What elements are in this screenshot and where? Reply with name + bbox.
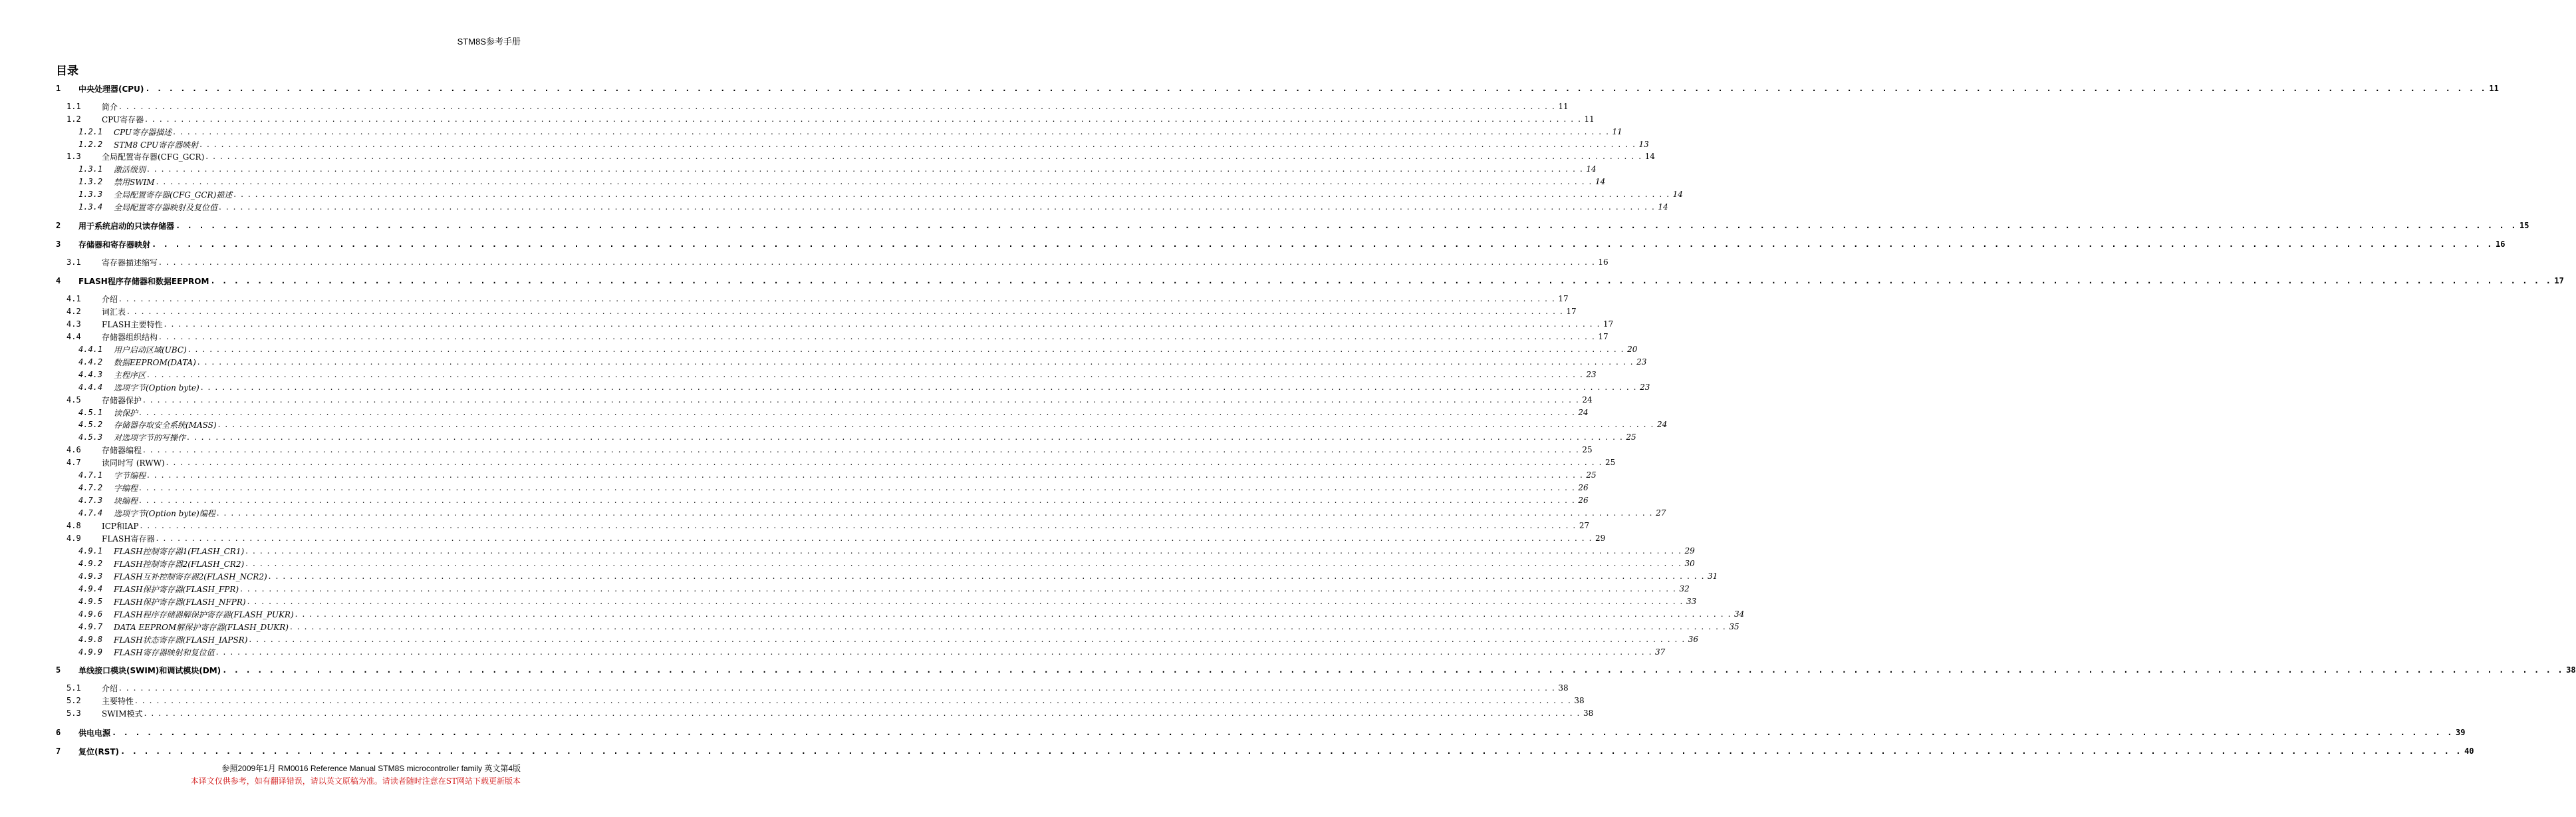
toc-entry-page: 29 (1684, 546, 1695, 556)
toc-entry[interactable] (56, 305, 1577, 317)
toc-dot-leader: . . . . . . . . . . . . . . . . . . . . . . . . . . . . . . . . . . . . . . . . . . . . . . . . . . . . . . . . . . . . . . . . . . . . . . . . . . . . . . . . . . . . . . . . . . . . . . . . . . . . . . . . . . . . . . . . . . . . . . . . . . . . . . . . . . . . . . . . . . . . . . . . . . . . . . . . . . . . . . . . . . . . . . . . . . . . . . . . . . . . . . . . . . . . . . . . . . . . . . . . (205, 152, 1642, 161)
toc-entry[interactable] (56, 507, 1666, 519)
toc-dot-leader: . . . . . . . . . . . . . . . . . . . . . . . . . . . . . . . . . . . . . . . . . . . . . . . . . . . . . . . . . . . . . . . . . . . . . . . . . . . . . . . . . . . . . . . . . . . . . . . . . . . . . . . . . . . . . . . . . . . . . . . . . . . . . . . . . . . . . . . . . . . . . . . . . . . . . . . . . . . . . . . . . . . . . . . . . . . . . . . . . . . . . . . . . . . . . . . . . . . . . . . . (120, 746, 2462, 756)
toc-entry-number: 3.1 (66, 257, 81, 267)
toc-entry-title: FLASH程序存储器和数据EEPROM (78, 276, 209, 286)
toc-entry-page: 24 (1656, 420, 1668, 429)
toc-dot-leader: . . . . . . . . . . . . . . . . . . . . . . . . . . . . . . . . . . . . . . . . . . . . . . . . . . . . . . . . . . . . . . . . . . . . . . . . . . . . . . . . . . . . . . . . . . . . . . . . . . . . . . . . . . . . . . . . . . . . . . . . . . . . . . . . . . . . . . . . . . . . . . . . . . . . . . . . . . . . . . . . . . . . . . . . . . . . . . . . . . . . . . . . . . . . . . . . . . . . . . . . (219, 202, 1656, 212)
toc-entry-title: FLASH程序存储器解保护寄存器(FLASH_PUKR) (114, 609, 294, 619)
toc-dot-leader: . . . . . . . . . . . . . . . . . . . . . . . . . . . . . . . . . . . . . . . . . . . . . . . . . . . . . . . . . . . . . . . . . . . . . . . . . . . . . . . . . . . . . . . . . . . . . . . . . . . . . . . . . . . . . . . . . . . . . . . . . . . . . . . . . . . . . . . . . . . . . . . . . . . . . . . . . . . . . . . . . . . . . . . . . . . . . . . . . . . . . . . . . . . . . . . . . . . . . . . . (144, 709, 1581, 718)
toc-entry-title: 寄存器描述缩写 (102, 257, 158, 267)
toc-dot-leader: . . . . . . . . . . . . . . . . . . . . . . . . . . . . . . . . . . . . . . . . . . . . . . . . . . . . . . . . . . . . . . . . . . . . . . . . . . . . . . . . . . . . . . . . . . . . . . . . . . . . . . . . . . . . . . . . . . . . . . . . . . . . . . . . . . . . . . . . . . . . . . . . . . . . . . . . . . . . . . . . . . . . . . . . . . . . . . . . . . . . . . . . . . . . . . . . . . . . . . . . (145, 84, 2487, 93)
toc-entry[interactable] (56, 394, 1593, 406)
toc-entry-page: 15 (2519, 221, 2529, 230)
toc-entry-number: 4.5.2 (78, 420, 103, 429)
toc-entry[interactable] (56, 331, 1609, 343)
toc-entry[interactable] (56, 238, 2506, 250)
toc-entry[interactable] (56, 275, 2564, 287)
toc-entry-title: 全局配置寄存器(CFG_GCR) (102, 152, 205, 162)
toc-entry[interactable] (56, 356, 1647, 368)
toc-entry-number: 4.7.4 (78, 508, 103, 518)
toc-entry-number: 1.3 (66, 152, 81, 161)
toc-entry-title: 存储器存取安全系统(MASS) (114, 420, 217, 430)
toc-entry-title: 对选项字节的写操作 (114, 432, 186, 442)
toc-entry[interactable] (56, 343, 1638, 355)
toc-entry[interactable] (56, 188, 1683, 200)
toc-entry-page: 38 (1583, 709, 1594, 718)
toc-entry[interactable] (56, 646, 1666, 658)
toc-entry[interactable] (56, 727, 2466, 738)
toc-entry[interactable] (56, 150, 1655, 162)
toc-entry-page: 20 (1627, 345, 1638, 354)
toc-dot-leader: . . . . . . . . . . . . . . . . . . . . . . . . . . . . . . . . . . . . . . . . . . . . . . . . . . . . . . . . . . . . . . . . . . . . . . . . . . . . . . . . . . . . . . . . . . . . . . . . . . . . . . . . . . . . . . . . . . . . . . . . . . . . . . . . . . . . . . . . . . . . . . . . . . . . . . . . . . . . . . . . . . . . . . . . . . . . . . . . . . . . . . . . . . . . . . . . . . . . . . . . (127, 307, 1564, 316)
toc-entry-title: 复位(RST) (78, 746, 120, 756)
toc-dot-leader: . . . . . . . . . . . . . . . . . . . . . . . . . . . . . . . . . . . . . . . . . . . . . . . . . . . . . . . . . . . . . . . . . . . . . . . . . . . . . . . . . . . . . . . . . . . . . . . . . . . . . . . . . . . . . . . . . . . . . . . . . . . . . . . . . . . . . . . . . . . . . . . . . . . . . . . . . . . . . . . . . . . . . . . . . . . . . . . . . . . . . . . . . . . . . . . . . . . . . . . . (199, 140, 1636, 149)
toc-entry[interactable] (56, 532, 1606, 544)
toc-entry-number: 1.3.1 (78, 164, 103, 174)
toc-dot-leader: . . . . . . . . . . . . . . . . . . . . . . . . . . . . . . . . . . . . . . . . . . . . . . . . . . . . . . . . . . . . . . . . . . . . . . . . . . . . . . . . . . . . . . . . . . . . . . . . . . . . . . . . . . . . . . . . . . . . . . . . . . . . . . . . . . . . . . . . . . . . . . . . . . . . . . . . . . . . . . . . . . . . . . . . . . . . . . . . . . . . . . . . . . . . . . . . . . . . . . . . (139, 408, 1576, 417)
toc-entry-page: 17 (2554, 276, 2564, 285)
toc-entry-page: 23 (1636, 357, 1647, 367)
toc-entry-title: 全局配置寄存器(CFG_GCR)描述 (114, 190, 233, 200)
toc-entry[interactable] (56, 595, 1697, 607)
toc-entry-number: 1.2 (66, 114, 81, 124)
toc-entry-page: 17 (1603, 319, 1614, 329)
toc-entry-title: FLASH主要特性 (102, 319, 163, 329)
toc-entry-title: 块编程 (114, 496, 138, 506)
toc-entry[interactable] (56, 494, 1589, 506)
toc-entry-page: 36 (1688, 635, 1699, 644)
toc-entry-title: FLASH控制寄存器2(FLASH_CR2) (114, 559, 245, 569)
toc-entry-number: 4.9.7 (78, 622, 103, 631)
toc-entry-number: 1.3.4 (78, 202, 103, 212)
toc-entry-page: 40 (2464, 746, 2474, 756)
toc-dot-leader: . . . . . . . . . . . . . . . . . . . . . . . . . . . . . . . . . . . . . . . . . . . . . . . . . . . . . . . . . . . . . . . . . . . . . . . . . . . . . . . . . . . . . . . . . . . . . . . . . . . . . . . . . . . . . . . . . . . . . . . . . . . . . . . . . . . . . . . . . . . . . . . . . . . . . . . . . . . . . . . . . . . . . . . . . . . . . . . . . . . . . . . . . . . . . . . . . . . . . . . . (215, 647, 1653, 657)
toc-dot-leader: . . . . . . . . . . . . . . . . . . . . . . . . . . . . . . . . . . . . . . . . . . . . . . . . . . . . . . . . . . . . . . . . . . . . . . . . . . . . . . . . . . . . . . . . . . . . . . . . . . . . . . . . . . . . . . . . . . . . . . . . . . . . . . . . . . . . . . . . . . . . . . . . . . . . . . . . . . . . . . . . . . . . . . . . . . . . . . . . . . . . . . . . . . . . . . . . . . . . . . . . (143, 395, 1580, 405)
toc-entry-title: STM8 CPU寄存器映射 (114, 140, 199, 150)
toc-entry-page: 11 (1558, 102, 1569, 111)
toc-entry[interactable] (56, 293, 1569, 305)
toc-dot-leader: . . . . . . . . . . . . . . . . . . . . . . . . . . . . . . . . . . . . . . . . . . . . . . . . . . . . . . . . . . . . . . . . . . . . . . . . . . . . . . . . . . . . . . . . . . . . . . . . . . . . . . . . . . . . . . . . . . . . . . . . . . . . . . . . . . . . . . . . . . . . . . . . . . . . . . . . . . . . . . . . . . . . . . . . . . . . . . . . . . . . . . . . . . . . . . . . . . . . . . . . (119, 102, 1556, 111)
toc-entry-number: 4.4.4 (78, 383, 103, 392)
toc-entry-page: 25 (1626, 432, 1636, 442)
toc-entry-page: 29 (1595, 534, 1606, 543)
toc-dot-leader: . . . . . . . . . . . . . . . . . . . . . . . . . . . . . . . . . . . . . . . . . . . . . . . . . . . . . . . . . . . . . . . . . . . . . . . . . . . . . . . . . . . . . . . . . . . . . . . . . . . . . . . . . . . . . . . . . . . . . . . . . . . . . . . . . . . . . . . . . . . . . . . . . . . . . . . . . . . . . . . . . . . . . . . . . . . . . . . . . . . . . . . . . . . . . . . . . . . . . . . . (247, 597, 1684, 606)
toc-entry-number: 4.9.2 (78, 559, 103, 568)
toc-entry-number: 5.1 (66, 683, 81, 693)
toc-entry-number: 4.3 (66, 319, 81, 329)
toc-dot-leader: . . . . . . . . . . . . . . . . . . . . . . . . . . . . . . . . . . . . . . . . . . . . . . . . . . . . . . . . . . . . . . . . . . . . . . . . . . . . . . . . . . . . . . . . . . . . . . . . . . . . . . . . . . . . . . . . . . . . . . . . . . . . . . . . . . . . . . . . . . . . . . . . . . . . . . . . . . . . . . . . . . . . . . . . . . . . . . . . . . . . . . . . . . . . . . . . . . . . . . . . (119, 683, 1556, 693)
toc-entry-title: 选项字节(Option byte)编程 (114, 508, 215, 518)
toc-entry-page: 25 (1582, 445, 1593, 454)
toc-entry-number: 4.9.9 (78, 647, 103, 657)
toc-dot-leader: . . . . . . . . . . . . . . . . . . . . . . . . . . . . . . . . . . . . . . . . . . . . . . . . . . . . . . . . . . . . . . . . . . . . . . . . . . . . . . . . . . . . . . . . . . . . . . . . . . . . . . . . . . . . . . . . . . . . . . . . . . . . . . . . . . . . . . . . . . . . . . . . . . . . . . . . . . . . . . . . . . . . . . . . . . . . . . . . . . . . . . . . . . . . . . . . . . . . . . . . (233, 190, 1670, 199)
toc-entry[interactable] (56, 469, 1597, 481)
toc-entry[interactable] (56, 444, 1593, 456)
toc-entry[interactable] (56, 621, 1739, 633)
toc-dot-leader: . . . . . . . . . . . . . . . . . . . . . . . . . . . . . . . . . . . . . . . . . . . . . . . . . . . . . . . . . . . . . . . . . . . . . . . . . . . . . . . . . . . . . . . . . . . . . . . . . . . . . . . . . . . . . . . . . . . . . . . . . . . . . . . . . . . . . . . . . . . . . . . . . . . . . . . . . . . . . . . . . . . . . . . . . . . . . . . . . . . . . . . . . . . . . . . . . . . . . . . . (289, 622, 1727, 631)
toc-dot-leader: . . . . . . . . . . . . . . . . . . . . . . . . . . . . . . . . . . . . . . . . . . . . . . . . . . . . . . . . . . . . . . . . . . . . . . . . . . . . . . . . . . . . . . . . . . . . . . . . . . . . . . . . . . . . . . . . . . . . . . . . . . . . . . . . . . . . . . . . . . . . . . . . . . . . . . . . . . . . . . . . . . . . . . . . . . . . . . . . . . . . . . . . . . . . . . . . . . . . . . . . (245, 546, 1682, 556)
toc-dot-leader: . . . . . . . . . . . . . . . . . . . . . . . . . . . . . . . . . . . . . . . . . . . . . . . . . . . . . . . . . . . . . . . . . . . . . . . . . . . . . . . . . . . . . . . . . . . . . . . . . . . . . . . . . . . . . . . . . . . . . . . . . . . . . . . . . . . . . . . . . . . . . . . . . . . . . . . . . . . . . . . . . . . . . . . . . . . . . . . . . . . . . . . . . . . . . . . . . . . . . . . . (164, 319, 1601, 329)
toc-entry-page: 27 (1656, 508, 1666, 518)
toc-entry-page: 26 (1578, 483, 1589, 492)
toc-dot-leader: . . . . . . . . . . . . . . . . . . . . . . . . . . . . . . . . . . . . . . . . . . . . . . . . . . . . . . . . . . . . . . . . . . . . . . . . . . . . . . . . . . . . . . . . . . . . . . . . . . . . . . . . . . . . . . . . . . . . . . . . . . . . . . . . . . . . . . . . . . . . . . . . . . . . . . . . . . . . . . . . . . . . . . . . . . . . . . . . . . . . . . . . . . . . . . . . . . . . . . . . (159, 332, 1596, 341)
toc-dot-leader: . . . . . . . . . . . . . . . . . . . . . . . . . . . . . . . . . . . . . . . . . . . . . . . . . . . . . . . . . . . . . . . . . . . . . . . . . . . . . . . . . . . . . . . . . . . . . . . . . . . . . . . . . . . . . . . . . . . . . . . . . . . . . . . . . . . . . . . . . . . . . . . . . . . . . . . . . . . . . . . . . . . . . . . . . . . . . . . . . . . . . . . . . . . . . . . . . . . . . . . . (295, 609, 1732, 619)
toc-dot-leader: . . . . . . . . . . . . . . . . . . . . . . . . . . . . . . . . . . . . . . . . . . . . . . . . . . . . . . . . . . . . . . . . . . . . . . . . . . . . . . . . . . . . . . . . . . . . . . . . . . . . . . . . . . . . . . . . . . . . . . . . . . . . . . . . . . . . . . . . . . . . . . . . . . . . . . . . . . . . . . . . . . . . . . . . . . . . . . . . . . . . . . . . . . . . . . . . . . . . . . . . (197, 357, 1634, 367)
toc-entry-title: 激活级别 (114, 164, 146, 174)
toc-entry-title: SWIM模式 (102, 709, 143, 719)
toc-entry-number: 4.4 (66, 332, 81, 341)
toc-entry-number: 4.8 (66, 521, 81, 530)
toc-entry[interactable] (56, 100, 1569, 112)
toc-entry-page: 16 (2496, 240, 2506, 249)
toc-entry-number: 4.4.1 (78, 345, 103, 354)
toc-entry[interactable] (56, 570, 1718, 582)
toc-entry-title: 存储器组织结构 (102, 332, 158, 342)
toc-entry[interactable] (56, 407, 1589, 418)
toc-entry-page: 31 (1708, 572, 1718, 581)
footer-reference: 参照2009年1月 RM0016 Reference Manual STM8S microcontroller family 英文第4版 (221, 764, 521, 773)
toc-entry[interactable] (56, 682, 1569, 694)
toc-entry-page: 23 (1640, 383, 1650, 392)
toc-entry-page: 23 (1586, 370, 1597, 379)
toc-entry-number: 4.7.1 (78, 470, 103, 480)
toc-entry-title: 主要特性 (102, 696, 134, 706)
toc-entry-number: 4.9.4 (78, 584, 103, 593)
toc-entry-page: 17 (1566, 307, 1577, 316)
toc-entry-number: 4.4.2 (78, 357, 103, 367)
toc-dot-leader: . . . . . . . . . . . . . . . . . . . . . . . . . . . . . . . . . . . . . . . . . . . . . . . . . . . . . . . . . . . . . . . . . . . . . . . . . . . . . . . . . . . . . . . . . . . . . . . . . . . . . . . . . . . . . . . . . . . . . . . . . . . . . . . . . . . . . . . . . . . . . . . . . . . . . . . . . . . . . . . . . . . . . . . . . . . . . . . . . . . . . . . . . . . . . . . . . . . . . . . . (112, 728, 2454, 737)
toc-entry[interactable] (56, 82, 2499, 94)
toc-entry-number: 5.3 (66, 709, 81, 718)
toc-entry-page: 11 (1584, 114, 1595, 124)
toc-dot-leader: . . . . . . . . . . . . . . . . . . . . . . . . . . . . . . . . . . . . . . . . . . . . . . . . . . . . . . . . . . . . . . . . . . . . . . . . . . . . . . . . . . . . . . . . . . . . . . . . . . . . . . . . . . . . . . . . . . . . . . . . . . . . . . . . . . . . . . . . . . . . . . . . . . . . . . . . . . . . . . . . . . . . . . . . . . . . . . . . . . . . . . . . . . . . . . . . . . . . . . . . (240, 584, 1677, 593)
toc-entry-page: 38 (1558, 683, 1569, 693)
toc-entry[interactable] (56, 176, 1606, 188)
toc-entry-number: 3 (56, 240, 61, 249)
toc-entry-title: FLASH保护寄存器(FLASH_FPR) (114, 584, 239, 594)
toc-entry-number: 4 (56, 276, 61, 285)
toc-entry-title: 主程序区 (114, 370, 146, 380)
toc-dot-leader: . . . . . . . . . . . . . . . . . . . . . . . . . . . . . . . . . . . . . . . . . . . . . . . . . . . . . . . . . . . . . . . . . . . . . . . . . . . . . . . . . . . . . . . . . . . . . . . . . . . . . . . . . . . . . . . . . . . . . . . . . . . . . . . . . . . . . . . . . . . . . . . . . . . . . . . . . . . . . . . . . . . . . . . . . . . . . . . . . . . . . . . . . . . . . . . . . . . . . . . . (119, 294, 1556, 303)
toc-entry-number: 4.7 (66, 458, 81, 467)
toc-entry-title: CPU寄存器描述 (114, 127, 172, 137)
toc-entry[interactable] (56, 126, 1622, 138)
toc-entry[interactable] (56, 418, 1668, 430)
toc-dot-leader: . . . . . . . . . . . . . . . . . . . . . . . . . . . . . . . . . . . . . . . . . . . . . . . . . . . . . . . . . . . . . . . . . . . . . . . . . . . . . . . . . . . . . . . . . . . . . . . . . . . . . . . . . . . . . . . . . . . . . . . . . . . . . . . . . . . . . . . . . . . . . . . . . . . . . . . . . . . . . . . . . . . . . . . . . . . . . . . . . . . . . . . . . . . . . . . . . . . . . . . . (156, 177, 1593, 186)
toc-entry-number: 4.9 (66, 534, 81, 543)
toc-entry-number: 4.1 (66, 294, 81, 303)
toc-entry-number: 4.9.8 (78, 635, 103, 644)
toc-entry-title: FLASH控制寄存器1(FLASH_CR1) (114, 546, 245, 556)
toc-dot-leader: . . . . . . . . . . . . . . . . . . . . . . . . . . . . . . . . . . . . . . . . . . . . . . . . . . . . . . . . . . . . . . . . . . . . . . . . . . . . . . . . . . . . . . . . . . . . . . . . . . . . . . . . . . . . . . . . . . . . . . . . . . . . . . . . . . . . . . . . . . . . . . . . . . . . . . . . . . . . . . . . . . . . . . . . . . . . . . . . . . . . . . . . . . . . . . . . . . . . . . . . (268, 572, 1706, 581)
toc-entry-title: FLASH寄存器 (102, 534, 155, 544)
toc-entry-page: 27 (1579, 521, 1590, 530)
toc-entry-number: 4.7.3 (78, 496, 103, 505)
toc-entry-number: 4.5 (66, 395, 81, 405)
toc-entry-page: 34 (1734, 609, 1745, 619)
toc-entry[interactable] (56, 256, 1609, 268)
toc-entry-number: 1.3.2 (78, 177, 103, 186)
toc-entry-title: 字编程 (114, 483, 138, 493)
toc-dot-leader: . . . . . . . . . . . . . . . . . . . . . . . . . . . . . . . . . . . . . . . . . . . . . . . . . . . . . . . . . . . . . . . . . . . . . . . . . . . . . . . . . . . . . . . . . . . . . . . . . . . . . . . . . . . . . . . . . . . . . . . . . . . . . . . . . . . . . . . . . . . . . . . . . . . . . . . . . . . . . . . . . . . . . . . . . . . . . . . . . . . . . . . . . . . . . . . . . . . . . . . . (245, 559, 1682, 568)
toc-entry-title: 用于系统启动的只读存储器 (78, 221, 175, 231)
toc-entry[interactable] (56, 369, 1597, 381)
toc-entry-number: 1 (56, 84, 61, 93)
toc-entry-number: 1.1 (66, 102, 81, 111)
toc-entry-title: 简介 (102, 102, 118, 112)
toc-dot-leader: . . . . . . . . . . . . . . . . . . . . . . . . . . . . . . . . . . . . . . . . . . . . . . . . . . . . . . . . . . . . . . . . . . . . . . . . . . . . . . . . . . . . . . . . . . . . . . . . . . . . . . . . . . . . . . . . . . . . . . . . . . . . . . . . . . . . . . . . . . . . . . . . . . . . . . . . . . . . . . . . . . . . . . . . . . . . . . . . . . . . . . . . . . . . . . . . . . . . . . . . (152, 240, 2494, 249)
toc-dot-leader: . . . . . . . . . . . . . . . . . . . . . . . . . . . . . . . . . . . . . . . . . . . . . . . . . . . . . . . . . . . . . . . . . . . . . . . . . . . . . . . . . . . . . . . . . . . . . . . . . . . . . . . . . . . . . . . . . . . . . . . . . . . . . . . . . . . . . . . . . . . . . . . . . . . . . . . . . . . . . . . . . . . . . . . . . . . . . . . . . . . . . . . . . . . . . . . . . . . . . . . . (135, 696, 1572, 705)
toc-dot-leader: . . . . . . . . . . . . . . . . . . . . . . . . . . . . . . . . . . . . . . . . . . . . . . . . . . . . . . . . . . . . . . . . . . . . . . . . . . . . . . . . . . . . . . . . . . . . . . . . . . . . . . . . . . . . . . . . . . . . . . . . . . . . . . . . . . . . . . . . . . . . . . . . . . . . . . . . . . . . . . . . . . . . . . . . . . . . . . . . . . . . . . . . . . . . . . . . . . . . . . . . (140, 521, 1577, 530)
toc-dot-leader: . . . . . . . . . . . . . . . . . . . . . . . . . . . . . . . . . . . . . . . . . . . . . . . . . . . . . . . . . . . . . . . . . . . . . . . . . . . . . . . . . . . . . . . . . . . . . . . . . . . . . . . . . . . . . . . . . . . . . . . . . . . . . . . . . . . . . . . . . . . . . . . . . . . . . . . . . . . . . . . . . . . . . . . . . . . . . . . . . . . . . . . . . . . . . . . . . . . . . . . . (139, 496, 1576, 505)
toc-dot-leader: . . . . . . . . . . . . . . . . . . . . . . . . . . . . . . . . . . . . . . . . . . . . . . . . . . . . . . . . . . . . . . . . . . . . . . . . . . . . . . . . . . . . . . . . . . . . . . . . . . . . . . . . . . . . . . . . . . . . . . . . . . . . . . . . . . . . . . . . . . . . . . . . . . . . . . . . . . . . . . . . . . . . . . . . . . . . . . . . . . . . . . . . . . . . . . . . . . . . . . . . (217, 420, 1654, 429)
toc-dot-leader: . . . . . . . . . . . . . . . . . . . . . . . . . . . . . . . . . . . . . . . . . . . . . . . . . . . . . . . . . . . . . . . . . . . . . . . . . . . . . . . . . . . . . . . . . . . . . . . . . . . . . . . . . . . . . . . . . . . . . . . . . . . . . . . . . . . . . . . . . . . . . . . . . . . . . . . . . . . . . . . . . . . . . . . . . . . . . . . . . . . . . . . . . . . . . . . . . . . . . . . . (222, 665, 2564, 675)
toc-dot-leader: . . . . . . . . . . . . . . . . . . . . . . . . . . . . . . . . . . . . . . . . . . . . . . . . . . . . . . . . . . . . . . . . . . . . . . . . . . . . . . . . . . . . . . . . . . . . . . . . . . . . . . . . . . . . . . . . . . . . . . . . . . . . . . . . . . . . . . . . . . . . . . . . . . . . . . . . . . . . . . . . . . . . . . . . . . . . . . . . . . . . . . . . . . . . . . . . . . . . . . . . (143, 445, 1580, 454)
toc-entry-title: FLASH状态寄存器(FLASH_IAPSR) (114, 635, 248, 645)
toc-entry[interactable] (56, 520, 1590, 532)
toc-entry-title: FLASH互补控制寄存器2(FLASH_NCR2) (114, 572, 267, 581)
toc-entry-title: 介绍 (102, 294, 118, 304)
toc-dot-leader: . . . . . . . . . . . . . . . . . . . . . . . . . . . . . . . . . . . . . . . . . . . . . . . . . . . . . . . . . . . . . . . . . . . . . . . . . . . . . . . . . . . . . . . . . . . . . . . . . . . . . . . . . . . . . . . . . . . . . . . . . . . . . . . . . . . . . . . . . . . . . . . . . . . . . . . . . . . . . . . . . . . . . . . . . . . . . . . . . . . . . . . . . . . . . . . . . . . . . . . . (156, 534, 1593, 543)
toc-entry-title: FLASH保护寄存器(FLASH_NFPR) (114, 597, 246, 607)
toc-entry[interactable] (56, 220, 2529, 232)
toc-entry-page: 35 (1729, 622, 1739, 631)
toc-dot-leader: . . . . . . . . . . . . . . . . . . . . . . . . . . . . . . . . . . . . . . . . . . . . . . . . . . . . . . . . . . . . . . . . . . . . . . . . . . . . . . . . . . . . . . . . . . . . . . . . . . . . . . . . . . . . . . . . . . . . . . . . . . . . . . . . . . . . . . . . . . . . . . . . . . . . . . . . . . . . . . . . . . . . . . . . . . . . . . . . . . . . . . . . . . . . . . . . . . . . . . . . (249, 635, 1686, 644)
toc-entry-title: 介绍 (102, 683, 118, 693)
toc-entry-page: 11 (1612, 127, 1622, 136)
toc-entry[interactable] (56, 583, 1690, 595)
toc-entry-page: 25 (1605, 458, 1616, 467)
toc-dot-leader: . . . . . . . . . . . . . . . . . . . . . . . . . . . . . . . . . . . . . . . . . . . . . . . . . . . . . . . . . . . . . . . . . . . . . . . . . . . . . . . . . . . . . . . . . . . . . . . . . . . . . . . . . . . . . . . . . . . . . . . . . . . . . . . . . . . . . . . . . . . . . . . . . . . . . . . . . . . . . . . . . . . . . . . . . . . . . . . . . . . . . . . . . . . . . . . . . . . . . . . . (210, 276, 2552, 285)
toc-entry-title: 数据EEPROM(DATA) (114, 357, 196, 367)
toc-entry-page: 37 (1655, 647, 1666, 657)
toc-dot-leader: . . . . . . . . . . . . . . . . . . . . . . . . . . . . . . . . . . . . . . . . . . . . . . . . . . . . . . . . . . . . . . . . . . . . . . . . . . . . . . . . . . . . . . . . . . . . . . . . . . . . . . . . . . . . . . . . . . . . . . . . . . . . . . . . . . . . . . . . . . . . . . . . . . . . . . . . . . . . . . . . . . . . . . . . . . . . . . . . . . . . . . . . . . . . . . . . . . . . . . . . (216, 508, 1654, 518)
toc-entry[interactable] (56, 163, 1597, 175)
toc-entry-page: 13 (1638, 140, 1649, 149)
toc-entry-title: 全局配置寄存器映射及复位值 (114, 202, 218, 212)
toc-dot-leader: . . . . . . . . . . . . . . . . . . . . . . . . . . . . . . . . . . . . . . . . . . . . . . . . . . . . . . . . . . . . . . . . . . . . . . . . . . . . . . . . . . . . . . . . . . . . . . . . . . . . . . . . . . . . . . . . . . . . . . . . . . . . . . . . . . . . . . . . . . . . . . . . . . . . . . . . . . . . . . . . . . . . . . . . . . . . . . . . . . . . . . . . . . . . . . . . . . . . . . . . (173, 127, 1610, 136)
toc-entry[interactable] (56, 633, 1699, 645)
toc-entry-number: 4.9.6 (78, 609, 103, 619)
toc-entry-number: 4.9.5 (78, 597, 103, 606)
toc-entry-title: 用户启动区域(UBC) (114, 345, 187, 355)
toc-entry-page: 14 (1595, 177, 1606, 186)
footer-disclaimer: 本译文仅供参考，如有翻译错误，请以英文原稿为准。请读者随时注意在ST网站下载更新版本 (190, 776, 521, 786)
toc-entry-title: ICP和IAP (102, 521, 139, 531)
toc-entry[interactable] (56, 113, 1595, 125)
toc-entry[interactable] (56, 381, 1650, 393)
toc-entry-title: 选项字节(Option byte) (114, 383, 199, 393)
toc-entry-title: 字节编程 (114, 470, 146, 480)
toc-entry-number: 4.9.1 (78, 546, 103, 556)
page-header: STM8S参考手册 (457, 37, 521, 47)
toc-entry-title: DATA EEPROM解保护寄存器(FLASH_DUKR) (114, 622, 289, 632)
toc-entry[interactable] (56, 695, 1585, 707)
toc-entry-page: 24 (1578, 408, 1589, 417)
toc-entry-page: 14 (1644, 152, 1655, 161)
toc-entry-title: 存储器编程 (102, 445, 142, 455)
toc-entry[interactable] (56, 138, 1649, 150)
toc-heading: 目录 (56, 65, 78, 78)
toc-dot-leader: . . . . . . . . . . . . . . . . . . . . . . . . . . . . . . . . . . . . . . . . . . . . . . . . . . . . . . . . . . . . . . . . . . . . . . . . . . . . . . . . . . . . . . . . . . . . . . . . . . . . . . . . . . . . . . . . . . . . . . . . . . . . . . . . . . . . . . . . . . . . . . . . . . . . . . . . . . . . . . . . . . . . . . . . . . . . . . . . . . . . . . . . . . . . . . . . . . . . . . . . (145, 114, 1582, 124)
toc-entry[interactable] (56, 558, 1695, 570)
toc-dot-leader: . . . . . . . . . . . . . . . . . . . . . . . . . . . . . . . . . . . . . . . . . . . . . . . . . . . . . . . . . . . . . . . . . . . . . . . . . . . . . . . . . . . . . . . . . . . . . . . . . . . . . . . . . . . . . . . . . . . . . . . . . . . . . . . . . . . . . . . . . . . . . . . . . . . . . . . . . . . . . . . . . . . . . . . . . . . . . . . . . . . . . . . . . . . . . . . . . . . . . . . . (147, 164, 1584, 174)
toc-entry-title: 读同时写 (RWW) (102, 458, 165, 468)
toc-entry-title: 存储器保护 (102, 395, 142, 405)
toc-entry-title: 禁用SWIM (114, 177, 155, 187)
toc-dot-leader: . . . . . . . . . . . . . . . . . . . . . . . . . . . . . . . . . . . . . . . . . . . . . . . . . . . . . . . . . . . . . . . . . . . . . . . . . . . . . . . . . . . . . . . . . . . . . . . . . . . . . . . . . . . . . . . . . . . . . . . . . . . . . . . . . . . . . . . . . . . . . . . . . . . . . . . . . . . . . . . . . . . . . . . . . . . . . . . . . . . . . . . . . . . . . . . . . . . . . . . . (187, 432, 1624, 442)
toc-entry-number: 4.5.1 (78, 408, 103, 417)
toc-entry-number: 1.3.3 (78, 190, 103, 199)
toc-entry-number: 7 (56, 746, 61, 756)
toc-entry[interactable] (56, 745, 2474, 757)
toc-entry-page: 24 (1582, 395, 1593, 405)
toc-entry-title: 中央处理器(CPU) (78, 84, 144, 94)
toc-entry[interactable] (56, 664, 2576, 676)
toc-entry-page: 17 (1558, 294, 1569, 303)
toc-entry-page: 14 (1586, 164, 1597, 174)
toc-entry-number: 4.9.3 (78, 572, 103, 581)
toc-entry-number: 5.2 (66, 696, 81, 705)
toc-entry[interactable] (56, 318, 1614, 330)
toc-entry[interactable] (56, 707, 1594, 719)
toc-entry-title: 供电电源 (78, 728, 111, 738)
toc-entry-number: 2 (56, 221, 61, 230)
toc-entry-number: 6 (56, 728, 61, 737)
toc-entry-page: 16 (1598, 257, 1609, 267)
toc-dot-leader: . . . . . . . . . . . . . . . . . . . . . . . . . . . . . . . . . . . . . . . . . . . . . . . . . . . . . . . . . . . . . . . . . . . . . . . . . . . . . . . . . . . . . . . . . . . . . . . . . . . . . . . . . . . . . . . . . . . . . . . . . . . . . . . . . . . . . . . . . . . . . . . . . . . . . . . . . . . . . . . . . . . . . . . . . . . . . . . . . . . . . . . . . . . . . . . . . . . . . . . . (139, 483, 1576, 492)
toc-entry-title: 单线接口模块(SWIM)和调试模块(DM) (78, 665, 221, 675)
toc-entry[interactable] (56, 608, 1745, 620)
toc-entry[interactable] (56, 201, 1668, 213)
toc-entry-page: 30 (1684, 559, 1695, 568)
toc-entry-page: 17 (1598, 332, 1609, 341)
toc-entry-page: 14 (1672, 190, 1683, 199)
toc-entry-page: 32 (1679, 584, 1690, 593)
toc-entry[interactable] (56, 431, 1636, 443)
toc-dot-leader: . . . . . . . . . . . . . . . . . . . . . . . . . . . . . . . . . . . . . . . . . . . . . . . . . . . . . . . . . . . . . . . . . . . . . . . . . . . . . . . . . . . . . . . . . . . . . . . . . . . . . . . . . . . . . . . . . . . . . . . . . . . . . . . . . . . . . . . . . . . . . . . . . . . . . . . . . . . . . . . . . . . . . . . . . . . . . . . . . . . . . . . . . . . . . . . . . . . . . . . . (147, 470, 1584, 480)
toc-dot-leader: . . . . . . . . . . . . . . . . . . . . . . . . . . . . . . . . . . . . . . . . . . . . . . . . . . . . . . . . . . . . . . . . . . . . . . . . . . . . . . . . . . . . . . . . . . . . . . . . . . . . . . . . . . . . . . . . . . . . . . . . . . . . . . . . . . . . . . . . . . . . . . . . . . . . . . . . . . . . . . . . . . . . . . . . . . . . . . . . . . . . . . . . . . . . . . . . . . . . . . . . (200, 383, 1638, 392)
toc-entry-page: 11 (2489, 84, 2499, 93)
toc-entry-number: 4.2 (66, 307, 81, 316)
toc-entry-page: 38 (2566, 665, 2576, 675)
toc-entry-number: 4.7.2 (78, 483, 103, 492)
toc-dot-leader: . . . . . . . . . . . . . . . . . . . . . . . . . . . . . . . . . . . . . . . . . . . . . . . . . . . . . . . . . . . . . . . . . . . . . . . . . . . . . . . . . . . . . . . . . . . . . . . . . . . . . . . . . . . . . . . . . . . . . . . . . . . . . . . . . . . . . . . . . . . . . . . . . . . . . . . . . . . . . . . . . . . . . . . . . . . . . . . . . . . . . . . . . . . . . . . . . . . . . . . . (166, 458, 1603, 467)
toc-entry-page: 33 (1686, 597, 1697, 606)
toc-dot-leader: . . . . . . . . . . . . . . . . . . . . . . . . . . . . . . . . . . . . . . . . . . . . . . . . . . . . . . . . . . . . . . . . . . . . . . . . . . . . . . . . . . . . . . . . . . . . . . . . . . . . . . . . . . . . . . . . . . . . . . . . . . . . . . . . . . . . . . . . . . . . . . . . . . . . . . . . . . . . . . . . . . . . . . . . . . . . . . . . . . . . . . . . . . . . . . . . . . . . . . . . (147, 370, 1584, 379)
toc-entry-title: 词汇表 (102, 307, 126, 317)
toc-entry[interactable] (56, 482, 1589, 494)
toc-dot-leader: . . . . . . . . . . . . . . . . . . . . . . . . . . . . . . . . . . . . . . . . . . . . . . . . . . . . . . . . . . . . . . . . . . . . . . . . . . . . . . . . . . . . . . . . . . . . . . . . . . . . . . . . . . . . . . . . . . . . . . . . . . . . . . . . . . . . . . . . . . . . . . . . . . . . . . . . . . . . . . . . . . . . . . . . . . . . . . . . . . . . . . . . . . . . . . . . . . . . . . . . (188, 345, 1625, 354)
toc-entry-page: 38 (1574, 696, 1585, 705)
toc-entry-number: 1.2.1 (78, 127, 103, 136)
toc-dot-leader: . . . . . . . . . . . . . . . . . . . . . . . . . . . . . . . . . . . . . . . . . . . . . . . . . . . . . . . . . . . . . . . . . . . . . . . . . . . . . . . . . . . . . . . . . . . . . . . . . . . . . . . . . . . . . . . . . . . . . . . . . . . . . . . . . . . . . . . . . . . . . . . . . . . . . . . . . . . . . . . . . . . . . . . . . . . . . . . . . . . . . . . . . . . . . . . . . . . . . . . . (159, 257, 1596, 267)
toc-entry[interactable] (56, 545, 1695, 557)
toc-entry-title: 读保护 (114, 408, 138, 418)
toc-entry-title: FLASH寄存器映射和复位值 (114, 647, 215, 657)
toc-entry[interactable] (56, 456, 1616, 468)
toc-entry-page: 26 (1578, 496, 1589, 505)
toc-entry-title: 存储器和寄存器映射 (78, 240, 151, 249)
toc-entry-title: CPU寄存器 (102, 114, 144, 124)
toc-entry-page: 14 (1658, 202, 1668, 212)
toc-entry-number: 4.4.3 (78, 370, 103, 379)
toc-entry-number: 4.6 (66, 445, 81, 454)
toc-entry-number: 4.5.3 (78, 432, 103, 442)
toc-entry-page: 39 (2456, 728, 2466, 737)
toc-entry-number: 1.2.2 (78, 140, 103, 149)
toc-entry-page: 25 (1586, 470, 1597, 480)
toc-dot-leader: . . . . . . . . . . . . . . . . . . . . . . . . . . . . . . . . . . . . . . . . . . . . . . . . . . . . . . . . . . . . . . . . . . . . . . . . . . . . . . . . . . . . . . . . . . . . . . . . . . . . . . . . . . . . . . . . . . . . . . . . . . . . . . . . . . . . . . . . . . . . . . . . . . . . . . . . . . . . . . . . . . . . . . . . . . . . . . . . . . . . . . . . . . . . . . . . . . . . . . . . (176, 221, 2517, 230)
toc-entry-number: 5 (56, 665, 61, 675)
